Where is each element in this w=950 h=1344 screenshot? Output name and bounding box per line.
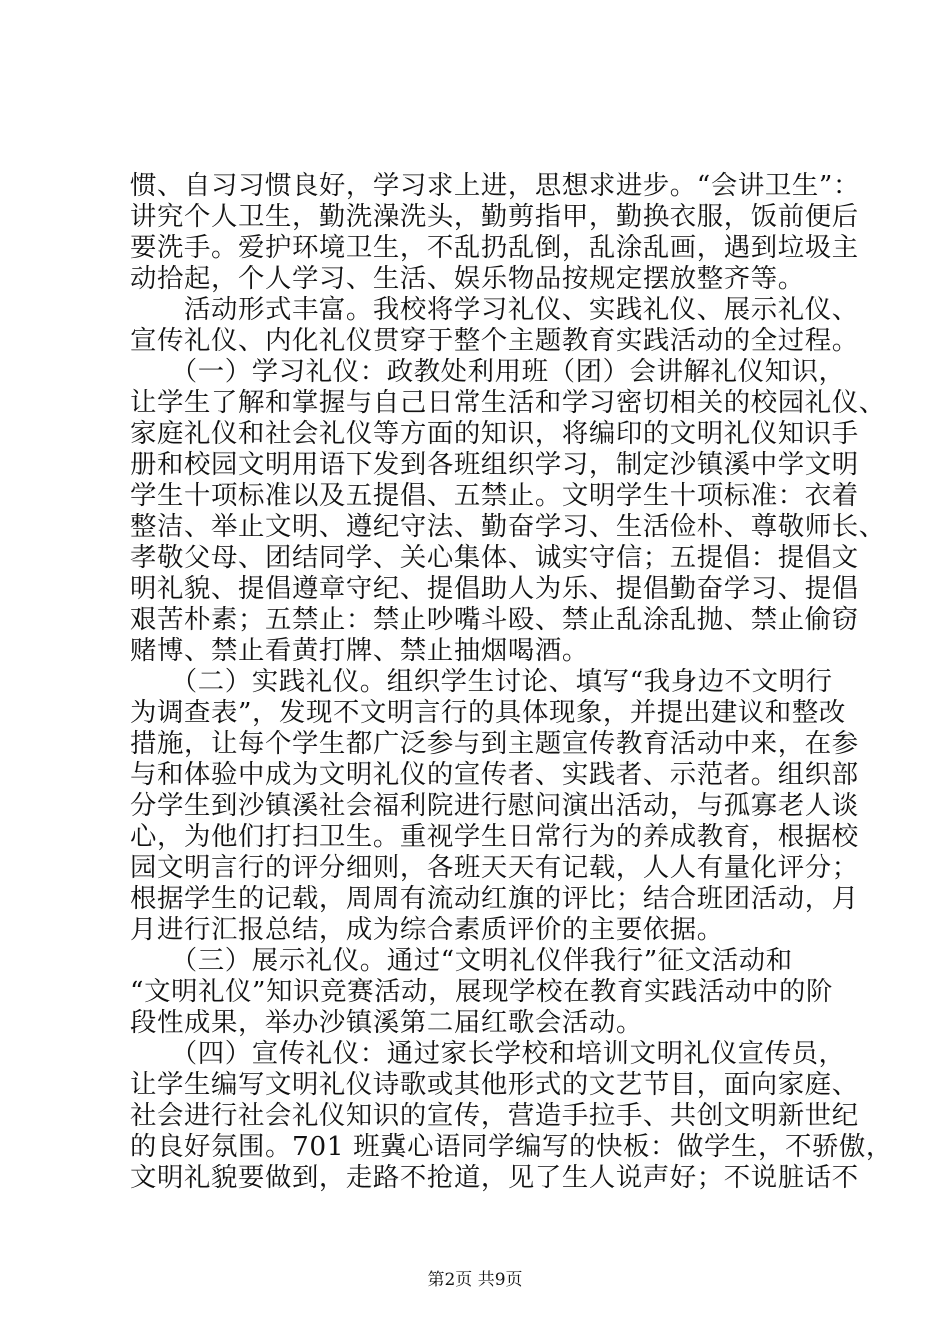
text-line: 让学生了解和掌握与自己日常生活和学习密切相关的校园礼仪、	[130, 387, 886, 418]
page-footer: 第2页 共9页	[427, 1270, 523, 1290]
text-line: 要洗手。爱护环境卫生，不乱扔乱倒，乱涂乱画，遇到垃圾主	[130, 232, 859, 263]
text-line: 册和校园文明用语下发到各班组织学习，制定沙镇溪中学文明	[130, 449, 859, 480]
text-line: 分学生到沙镇溪社会福利院进行慰问演出活动，与孤寡老人谈	[130, 790, 859, 821]
text-line: 为调查表”，发现不文明言行的具体现象，并提出建议和整改	[130, 697, 846, 728]
text-line: 文明礼貌要做到，走路不抢道，见了生人说声好；不说脏话不	[130, 1162, 859, 1193]
text-line: （一）学习礼仪：政教处利用班（团）会讲解礼仪知识，	[130, 356, 846, 387]
text-line: （四）宣传礼仪：通过家长学校和培训文明礼仪宣传员，	[130, 1038, 846, 1069]
text-line: 整洁、举止文明、遵纪守法、勤奋学习、生活俭朴、尊敬师长、	[130, 511, 886, 542]
text-line: 与和体验中成为文明礼仪的宣传者、实践者、示范者。组织部	[130, 759, 859, 790]
text-line: 家庭礼仪和社会礼仪等方面的知识，将编印的文明礼仪知识手	[130, 418, 859, 449]
text-line: 让学生编写文明礼仪诗歌或其他形式的文艺节目，面向家庭、	[130, 1069, 859, 1100]
text-line: 讲究个人卫生，勤洗澡洗头，勤剪指甲，勤换衣服，饭前便后	[130, 201, 859, 232]
text-line: 孝敬父母、团结同学、关心集体、诚实守信；五提倡：提倡文	[130, 542, 859, 573]
text-line: 赌博、禁止看黄打牌、禁止抽烟喝酒。	[130, 635, 589, 666]
text-line: 社会进行社会礼仪知识的宣传，营造手拉手、共创文明新世纪	[130, 1100, 859, 1131]
text-line: 动拾起，个人学习、生活、娱乐物品按规定摆放整齐等。	[130, 263, 805, 294]
text-line: “文明礼仪”知识竞赛活动，展现学校在教育实践活动中的阶	[130, 976, 833, 1007]
text-line: 学生十项标准以及五提倡、五禁止。文明学生十项标准：衣着	[130, 480, 859, 511]
text-line: 根据学生的记载，周周有流动红旗的评比；结合班团活动，月	[130, 883, 859, 914]
document-body	[130, 170, 893, 1193]
text-line: 艰苦朴素；五禁止：禁止吵嘴斗殴、禁止乱涂乱抛、禁止偷窃	[130, 604, 859, 635]
text-line: （二）实践礼仪。组织学生讨论、填写“我身边不文明行	[130, 666, 833, 697]
text-line: 活动形式丰富。我校将学习礼仪、实践礼仪、展示礼仪、	[130, 294, 859, 325]
text-line: 措施，让每个学生都广泛参与到主题宣传教育活动中来，在参	[130, 728, 859, 759]
text-line: 明礼貌、提倡遵章守纪、提倡助人为乐、提倡勤奋学习、提倡	[130, 573, 859, 604]
text-line: 园文明言行的评分细则，各班天天有记载，人人有量化评分；	[130, 852, 859, 883]
text-line: 段性成果，举办沙镇溪第二届红歌会活动。	[130, 1007, 643, 1038]
text-line: 惯、自习习惯良好，学习求上进，思想求进步。“会讲卫生”：	[130, 170, 860, 201]
text-line: （三）展示礼仪。通过“文明礼仪伴我行”征文活动和	[130, 945, 793, 976]
text-line: 的良好氛围。701 班冀心语同学编写的快板：做学生，不骄傲，	[130, 1131, 893, 1162]
text-line: 宣传礼仪、内化礼仪贯穿于整个主题教育实践活动的全过程。	[130, 325, 859, 356]
text-line: 月进行汇报总结，成为综合素质评价的主要依据。	[130, 914, 724, 945]
text-line: 心，为他们打扫卫生。重视学生日常行为的养成教育，根据校	[130, 821, 859, 852]
